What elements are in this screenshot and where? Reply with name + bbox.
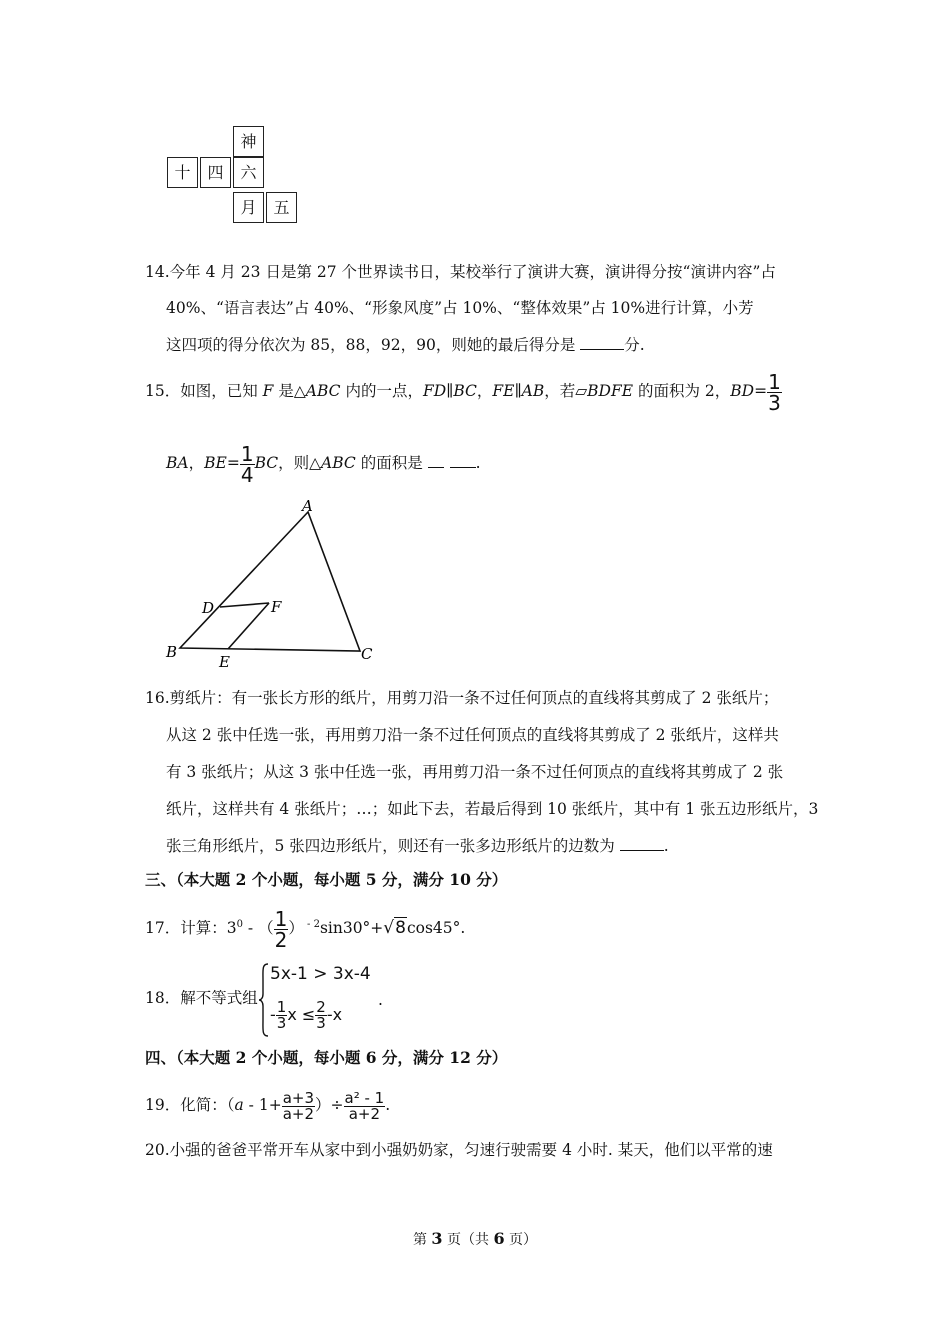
q15-var: ABC <box>321 454 356 472</box>
q17-text: ） <box>288 919 304 938</box>
fraction: $\frac{1}{3}$ <box>768 369 781 415</box>
q15-text: ， <box>188 454 205 472</box>
page-number: 3 <box>431 1229 443 1248</box>
q18-end: . <box>378 991 383 1009</box>
q14-line3: 这四项的得分依次为 85，88，92，90，则她的最后得分是 <box>166 336 581 354</box>
section-heading-4: 四、（本大题 2 个小题，每小题 6 分，满分 12 分） <box>145 1048 508 1067</box>
q19-var: a <box>234 1096 244 1114</box>
q15-text: 的面积为 2， <box>633 382 731 400</box>
net-cell: 月 <box>233 192 264 223</box>
q15-text: 是△ <box>273 382 306 400</box>
q15-text: ，若 <box>544 382 576 400</box>
label-e: E <box>219 653 230 671</box>
net-cell: 神 <box>233 126 264 157</box>
parallel-symbol: ∥ <box>514 382 522 400</box>
q15-var: ABC <box>305 382 341 400</box>
label-a: A <box>302 497 313 515</box>
fraction: $\frac{1}{2}$ <box>274 906 288 952</box>
q15-text: = <box>754 382 768 400</box>
q15-var: BA <box>166 454 189 472</box>
q19-text: 化简：（ <box>180 1096 235 1114</box>
parallelogram-symbol: ▱ <box>575 382 588 400</box>
radicand: 8 <box>395 918 406 939</box>
q15-text: 的面积是 <box>355 454 428 472</box>
q15-text: ， <box>476 382 493 400</box>
page-footer <box>0 1229 950 1250</box>
question-number: 17． <box>145 919 181 938</box>
q15-text: . <box>475 454 481 472</box>
q16-line4: 纸片，这样共有 4 张纸片；…；如此下去，若最后得到 10 张纸片，其中有 1 张五边形纸片，3 <box>166 800 819 818</box>
answer-blank[interactable] <box>450 453 476 468</box>
q15-var: FE <box>492 382 515 400</box>
net-cell: 五 <box>266 192 297 223</box>
footer-text: 页） <box>504 1232 538 1248</box>
q19-text: - 1+ <box>243 1096 282 1114</box>
q20-line1: 小强的爸爸平常开车从家中到小强奶奶家，匀速行驶需要 4 小时. 某天，他们以平常的速 <box>169 1141 773 1159</box>
label-b: B <box>166 643 178 661</box>
q18-term: -x <box>326 1005 343 1024</box>
segment-df <box>220 603 269 607</box>
q16-line2: 从这 2 张中任选一张，再用剪刀沿一条不过任何顶点的直线将其剪成了 2 张纸片，这样共 <box>166 726 779 744</box>
label-f: F <box>271 598 282 616</box>
q15-var: BD <box>730 382 755 400</box>
fraction: $\frac{1}{3}$ <box>276 998 287 1032</box>
q16-line1: 剪纸片：有一张长方形的纸片，用剪刀沿一条不过任何顶点的直线将其剪成了 2 张纸片； <box>169 689 779 707</box>
q14-line2: 40%、“语言表达”占 40%、“形象风度”占 10%、“整体效果”占 10%进行计算，小芳 <box>166 299 754 317</box>
q14-line3-end: 分. <box>624 336 645 354</box>
net-cell: 六 <box>233 157 264 188</box>
q15-var: BC <box>453 382 477 400</box>
q16-line5-end: . <box>663 837 669 855</box>
q15-var: F <box>262 382 274 400</box>
q17-text: - （ <box>242 919 274 938</box>
fraction: $\frac{1}{4}$ <box>240 441 254 487</box>
q15-text: ，则△ <box>278 454 322 472</box>
footer-text: 页（共 <box>442 1232 494 1248</box>
q19-text: ）÷ <box>315 1096 344 1114</box>
radical-sign: √8 <box>383 918 406 939</box>
parallel-symbol: ∥ <box>446 382 454 400</box>
triangle-abc <box>180 512 360 651</box>
section-heading-3: 三、（本大题 2 个小题，每小题 5 分，满分 10 分） <box>145 870 508 889</box>
left-brace <box>258 962 270 1038</box>
question-number: 18． <box>145 989 181 1007</box>
answer-blank[interactable] <box>428 453 444 468</box>
q14-line1: 今年 4 月 23 日是第 27 个世界读书日，某校举行了演讲大赛，演讲得分按“演讲内容”占 <box>169 263 776 281</box>
fraction: $\frac{\text{a² - 1}}{a+2}$ <box>344 1088 385 1123</box>
q18-text: 解不等式组 <box>180 989 258 1007</box>
inequality-2 <box>270 993 342 1037</box>
q17-text: cos45°. <box>406 919 466 938</box>
q15-var: BE <box>204 454 227 472</box>
label-d: D <box>202 599 215 617</box>
question-number: 15． <box>145 382 181 400</box>
footer-text: 第 <box>412 1232 432 1248</box>
q15-text: 内的一点， <box>340 382 423 400</box>
q19-text: . <box>385 1096 391 1114</box>
q16-line5: 张三角形纸片，5 张四边形纸片，则还有一张多边形纸片的边数为 <box>166 837 620 855</box>
exponent: 0 <box>236 919 243 930</box>
question-19 <box>145 1083 390 1127</box>
answer-blank[interactable] <box>620 836 664 851</box>
inequality-1: 5x-1 > 3x-4 <box>270 964 371 984</box>
segment-fe <box>228 603 269 649</box>
fraction: $\frac{2}{3}$ <box>316 998 326 1032</box>
question-20 <box>145 1140 773 1160</box>
q16-line3: 有 3 张纸片；从这 3 张中任选一张，再用剪刀沿一条不过任何顶点的直线将其剪成了 2 张 <box>166 763 784 781</box>
q15-var: BDFE <box>587 382 634 400</box>
q15-var: FD <box>422 382 447 400</box>
question-number: 19． <box>145 1096 181 1114</box>
q15-var: AB <box>521 382 545 400</box>
question-number: 14. <box>145 263 170 281</box>
q18-sign: - <box>270 1005 276 1024</box>
exponent: - 2 <box>303 919 320 930</box>
net-cell: 四 <box>200 157 231 188</box>
total-pages: 6 <box>493 1229 505 1248</box>
label-c: C <box>361 645 373 663</box>
fraction: $\frac{a+3}{a+2}$ <box>282 1088 315 1123</box>
question-number: 16. <box>145 689 170 707</box>
q15-var: BC <box>254 454 279 472</box>
net-cell: 十 <box>167 157 198 188</box>
question-number: 20. <box>145 1141 170 1159</box>
q17-text: 计算：3 <box>180 919 237 938</box>
q17-text: sin30°+ <box>319 919 384 938</box>
triangle-figure <box>160 495 390 675</box>
q15-text: = <box>226 454 240 472</box>
q15-text: 如图，已知 <box>180 382 263 400</box>
answer-blank[interactable] <box>580 335 624 350</box>
question-17 <box>145 903 466 952</box>
q18-term: x ≤ <box>287 1005 316 1024</box>
